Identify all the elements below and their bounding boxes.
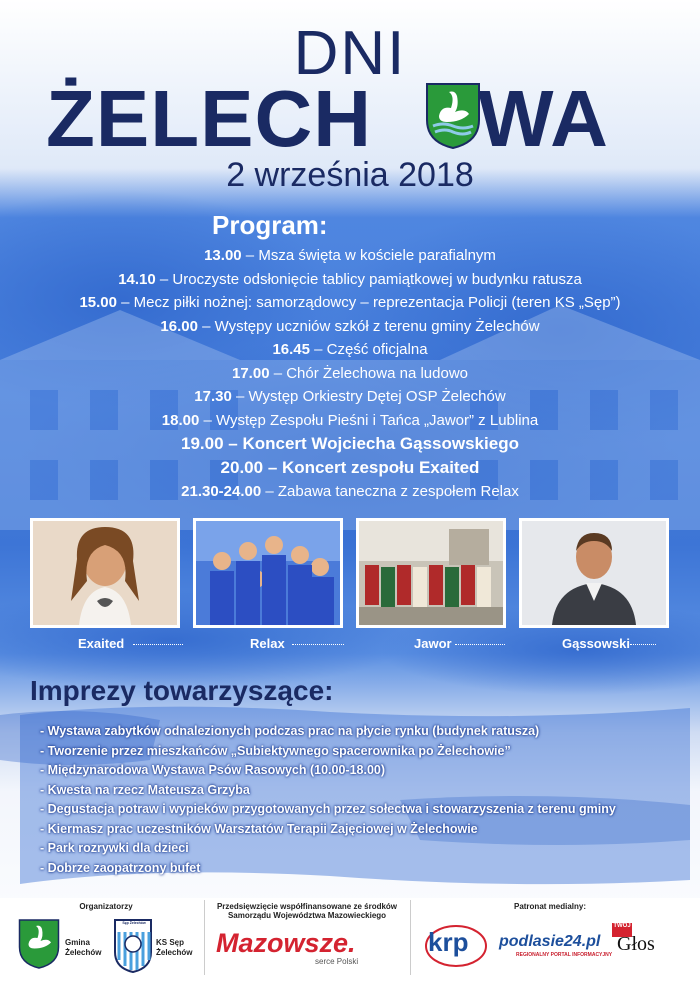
ks-sep-badge-icon — [113, 918, 153, 974]
program-time: 19.00 — [181, 434, 224, 453]
program-text: – Występ Orkiestry Dętej OSP Żelechów — [231, 388, 506, 405]
program-item — [0, 338, 700, 362]
program-text: – Chór Żelechowa na ludowo — [269, 364, 468, 382]
list-item: - Międzynarodowa Wystawa Psów Rasowych (10.00-18.00) — [40, 763, 386, 777]
footer-divider — [410, 900, 411, 975]
list-item: - Kiermasz prac uczestników Warsztatów Terapii Zajęciowej w Żelechowie — [40, 821, 478, 836]
coat-of-arms-swan-icon — [425, 82, 481, 150]
gmina-name: Gmina Żelechów — [65, 938, 102, 957]
label-divider — [630, 644, 656, 645]
label-divider — [292, 644, 344, 645]
program-text: – Zabawa taneczna z zespołem Relax — [261, 483, 519, 500]
band-photo-image — [196, 521, 340, 625]
program-time: 16.00 — [160, 317, 198, 335]
program-item — [0, 244, 700, 268]
list-item: - Dobrze zaopatrzony bufet — [40, 860, 201, 875]
label-jawor: Jawor — [414, 636, 452, 651]
photo-exaited — [30, 518, 180, 628]
list-item: - Kwesta na rzecz Mateusza Grzyba — [40, 782, 250, 797]
program-item — [0, 480, 700, 504]
side-events-heading: Imprezy towarzyszące: — [30, 675, 334, 706]
main-title — [0, 74, 700, 163]
program-text: – Mecz piłki nożnej: samorządowcy – reprezentacja Policji (teren KS „Sęp”) — [117, 294, 621, 311]
title-zelech: ŻELECH — [46, 74, 372, 163]
title-wa: WA — [478, 74, 609, 163]
label-gassowski: Gąssowski — [562, 636, 630, 651]
program-time: 18.00 — [161, 411, 200, 429]
photo-gassowski — [519, 518, 669, 628]
program-item — [0, 268, 700, 292]
program-time: 16.45 — [272, 341, 310, 358]
program-item — [0, 362, 700, 386]
footer-divider — [204, 900, 205, 975]
performer-photos — [0, 518, 700, 658]
program-item-highlight — [0, 432, 700, 456]
glos-logo: Głos — [617, 933, 655, 955]
program-time: 20.00 — [220, 458, 264, 477]
list-item: - Wystawa zabytków odnalezionych podczas prac na płycie rynku (budynek ratusza) — [40, 724, 540, 738]
label-divider — [455, 644, 505, 645]
program-time: 14.10 — [118, 270, 156, 288]
mazowsze-tagline: serce Polski — [315, 957, 359, 966]
list-item: - Tworzenie przez mieszkańców „Subiektywnego spacerownika po Żelechowie” — [40, 743, 511, 758]
program-time: 13.00 — [204, 247, 242, 264]
program-item — [0, 385, 700, 409]
label-divider — [133, 644, 183, 645]
label-relax: Relax — [250, 636, 285, 651]
singer-portrait-image — [33, 521, 177, 625]
event-date: 2 września 2018 — [226, 156, 474, 194]
label-exaited: Exaited — [78, 636, 125, 651]
program-time: 17.00 — [232, 364, 270, 382]
side-events-list — [40, 722, 680, 878]
program-text: – Koncert Wojciecha Gąssowskiego — [223, 434, 519, 453]
program-text: – Część oficjalna — [309, 341, 428, 358]
krp-logo: krp — [428, 927, 469, 957]
cofinance-note: Przedsięwzięcie współfinansowane ze środków Samorządu Województwa Mazowieckiego — [216, 902, 398, 920]
podlasie24-logo: podlasie24.pl — [499, 933, 601, 950]
program-item — [0, 291, 700, 315]
photo-jawor — [356, 518, 506, 628]
program-time: 21.30-24.00 — [181, 483, 262, 500]
podlasie24-tagline: REGIONALNY PORTAL INFORMACYJNY — [516, 952, 613, 958]
twoj-glos-badge: TWÓJ — [612, 923, 632, 937]
program-item — [0, 409, 700, 433]
gmina-coat-of-arms-icon — [18, 918, 60, 970]
program-item — [0, 315, 700, 339]
photo-relax — [193, 518, 343, 628]
program-text: – Koncert zespołu Exaited — [263, 458, 480, 477]
program-time: 17.30 — [194, 388, 232, 405]
mazowsze-logo: Mazowsze. — [216, 928, 356, 958]
program-text: – Występy uczniów szkół z terenu gminy Żelechów — [197, 317, 540, 335]
organizers-label: Organizatorzy — [79, 902, 133, 911]
program-text: – Msza święta w kościele parafialnym — [241, 247, 496, 264]
title-dni: DNI — [293, 19, 407, 88]
program-time: 15.00 — [79, 294, 117, 311]
ks-sep-name: KS Sęp Żelechów — [156, 938, 193, 957]
singer-portrait-image — [522, 521, 666, 625]
media-patronage-label: Patronat medialny: — [513, 902, 586, 911]
program-text: – Uroczyste odsłonięcie tablicy pamiątkowej w budynku ratusza — [155, 270, 582, 288]
program-heading: Program: — [212, 210, 328, 240]
program-text: – Występ Zespołu Pieśni i Tańca „Jawor” z Lublina — [199, 411, 539, 429]
ks-badge-text: Sęp Żelechów — [122, 921, 146, 925]
list-item: - Degustacja potraw i wypieków przygotowanych przez sołectwa i stowarzyszenia z terenu gminy — [40, 802, 616, 816]
program-item-highlight — [0, 456, 700, 480]
list-item: - Park rozrywki dla dzieci — [40, 841, 189, 855]
folk-ensemble-image — [359, 521, 503, 625]
program-list — [0, 244, 700, 504]
